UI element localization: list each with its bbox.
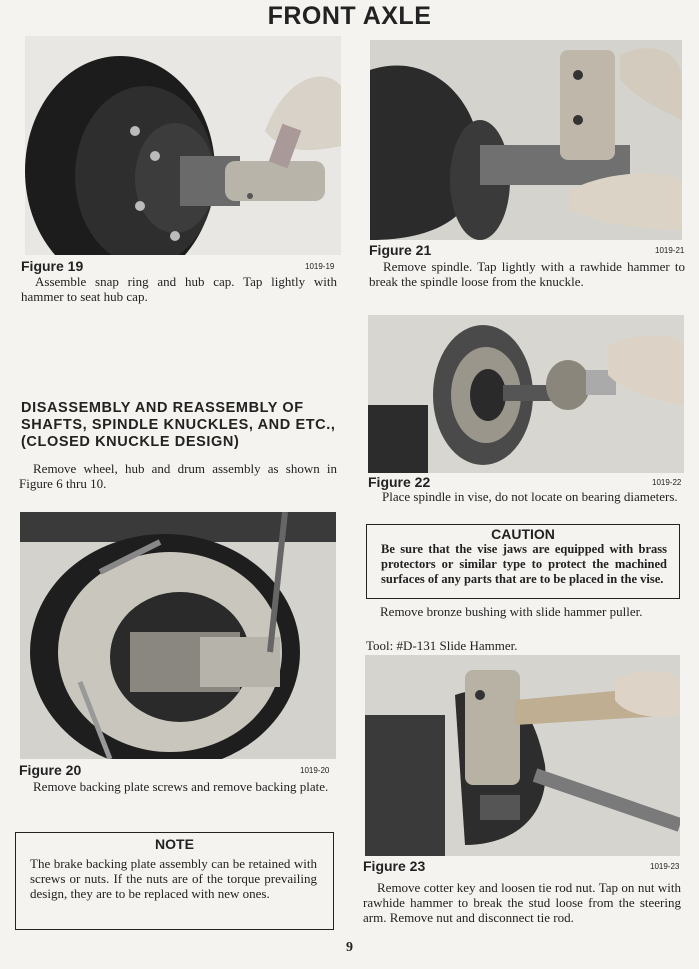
section-text: Remove wheel, hub and drum assembly as shown in Figure 6 thru 10. [19, 461, 337, 491]
figure-19-caption: Assemble snap ring and hub cap. Tap lightly with hammer to seat hub cap. [21, 274, 337, 304]
note-text: The brake backing plate assembly can be retained with screws or nuts. If the nuts are of the torque prevailing design, they are to be replaced with new ones. [30, 856, 317, 901]
figure-22-photo [368, 315, 684, 473]
page-title: FRONT AXLE [267, 2, 432, 30]
figure-21-caption: Remove spindle. Tap lightly with a rawhide hammer to break the spindle loose from the knuckle. [369, 259, 685, 289]
caution-box [366, 524, 680, 599]
figure-19-code: 1019-19 [305, 262, 335, 271]
figure-23-label: Figure 23 [363, 858, 426, 874]
figure-20-photo [20, 512, 336, 759]
figure-21-photo [370, 40, 682, 240]
page-number: 9 [346, 940, 353, 955]
figure-20-caption: Remove backing plate screws and remove backing plate. [33, 779, 329, 794]
note-box [15, 832, 334, 930]
section-heading: DISASSEMBLY AND REASSEMBLY OF SHAFTS, SPINDLE KNUCKLES, AND ETC., (CLOSED KNUCKLE DESIGN) [21, 400, 336, 450]
figure-23-caption: Remove cotter key and loosen tie rod nut. Tap on nut with rawhide hammer to break the stud loose from the steering arm. Remove nut and disconnect tie rod. [363, 880, 681, 925]
figure-19-label: Figure 19 [21, 258, 84, 274]
figure-21-label: Figure 21 [369, 242, 432, 258]
backing-plate-photo-illustration [20, 512, 336, 759]
tie-rod-photo-illustration [365, 655, 680, 856]
hub-cap-photo-illustration [25, 36, 341, 255]
figure-20-label: Figure 20 [19, 762, 82, 778]
caution-title: CAUTION [491, 526, 555, 542]
figure-20-code: 1019-20 [300, 766, 330, 775]
figure-23-code: 1019-23 [650, 862, 680, 871]
spindle-in-vise-photo-illustration [368, 315, 684, 473]
figure-21-code: 1019-21 [655, 246, 685, 255]
tool-text: Tool: #D-131 Slide Hammer. [366, 638, 518, 653]
figure-22-caption: Place spindle in vise, do not locate on bearing diameters. [382, 489, 678, 504]
figure-23-photo [365, 655, 680, 856]
figure-22-label: Figure 22 [368, 474, 431, 490]
figure-19-photo [25, 36, 341, 255]
bushing-text: Remove bronze bushing with slide hammer puller. [380, 604, 643, 619]
note-title: NOTE [155, 836, 194, 852]
figure-22-code: 1019-22 [652, 478, 682, 487]
spindle-removal-photo-illustration [370, 40, 682, 240]
caution-text: Be sure that the vise jaws are equipped with brass protectors or similar type to protect the machined surfaces of any parts that are to be placed in the vise. [381, 542, 667, 586]
